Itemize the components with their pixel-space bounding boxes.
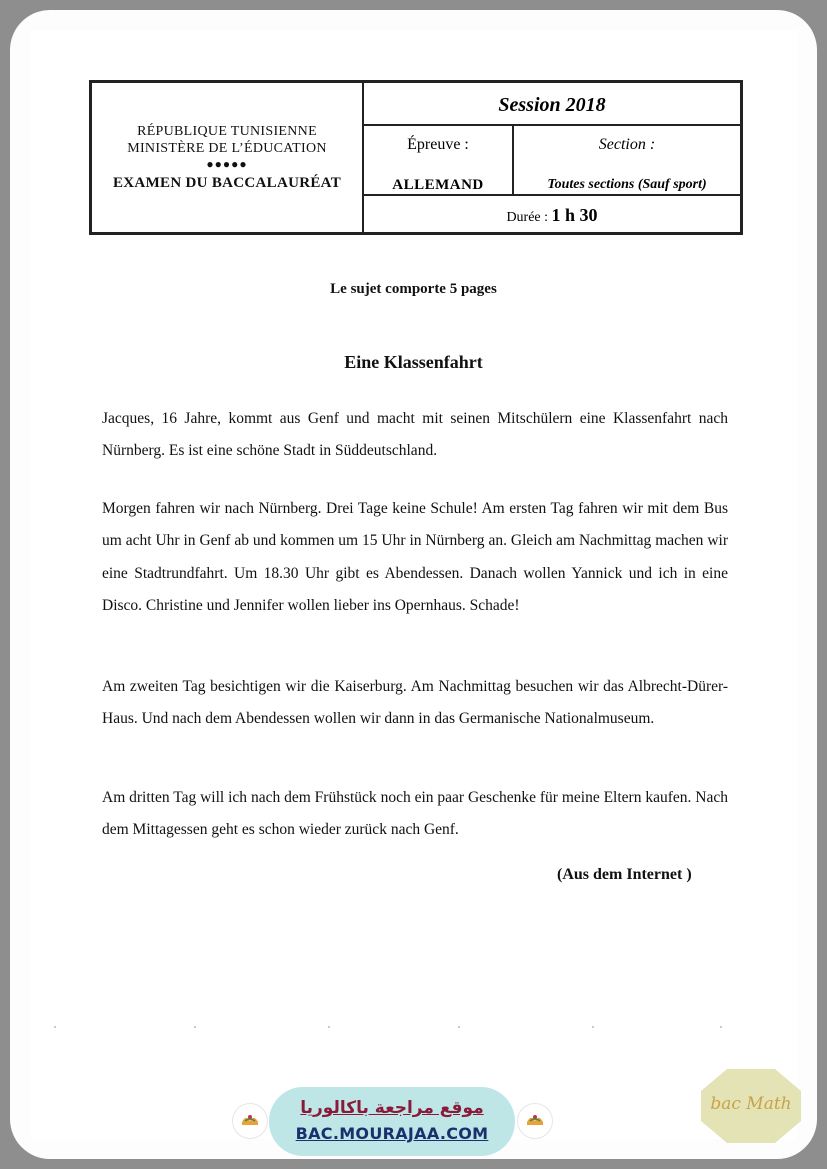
header-details <box>364 83 740 232</box>
site-logo-icon[interactable] <box>232 1103 268 1139</box>
paragraph-day-two: Am zweiten Tag besichtigen wir die Kaiserburg. Am Nachmittag besuchen wir das Albrecht-Dürer-Haus. Und nach dem Abendessen wollen wir dann in das Germanische Nationalmuseum. <box>102 678 728 728</box>
epreuve-label: Épreuve : <box>407 136 469 153</box>
paragraph-day-three: Am dritten Tag will ich nach dem Frühstück noch ein paar Geschenke für meine Eltern kaufen. Nach dem Mittagessen geht es schon wieder zurück nach Genf. <box>102 789 728 839</box>
exam-label: EXAMEN DU BACCALAURÉAT <box>113 175 341 191</box>
section-cell <box>514 126 740 194</box>
exam-header-table <box>89 80 743 235</box>
scan-dots <box>30 1026 797 1030</box>
text-source: (Aus dem Internet ) <box>557 866 692 883</box>
header-middle-row <box>364 126 740 196</box>
paragraph-day-one: Morgen fahren wir nach Nürnberg. Drei Tage keine Schule! Am ersten Tag fahren wir mit dem Bus um acht Uhr in Genf ab und kommen um 15 Uhr in Nürnberg an. Gleich am Nachmittag machen wir eine Stadtrundfahrt. Um 18.30 Uhr gibt es Abendessen. Danach wollen Yannick und ich in eine Disco. Christine und Jennifer wollen lieber ins Opernhaus. Schade! <box>102 500 728 614</box>
pages-note: Le sujet comporte 5 pages <box>330 281 497 297</box>
session-label: Session 2018 <box>364 83 740 126</box>
paragraph-intro: Jacques, 16 Jahre, kommt aus Genf und macht mit seinen Mitschülern eine Klassenfahrt nach Nürnberg. Es ist eine schöne Stadt in Süddeutschland. <box>102 410 728 460</box>
duration-label: Durée : <box>506 210 552 225</box>
site-link-badge[interactable] <box>269 1087 515 1156</box>
site-url-link[interactable]: BAC.MOURAJAA.COM <box>295 1124 489 1143</box>
site-arabic-name[interactable]: موقع مراجعة باكالوريا <box>300 1098 484 1118</box>
section-value: Toutes sections (Sauf sport) <box>547 177 707 192</box>
epreuve-cell <box>364 126 514 194</box>
site-logo-icon-right[interactable] <box>517 1103 553 1139</box>
text-title: Eine Klassenfahrt <box>344 352 483 372</box>
duration-value: 1 h 30 <box>551 205 598 225</box>
ministry-label: MINISTÈRE DE L’ÉDUCATION <box>127 141 327 156</box>
duration-cell <box>364 196 740 232</box>
republic-label: RÉPUBLIQUE TUNISIENNE <box>137 124 317 139</box>
bac-math-logo-text: bac Math <box>710 1094 792 1114</box>
section-label: Section : <box>598 136 656 153</box>
header-institution <box>92 83 364 232</box>
separator-dots: ●●●●● <box>206 157 248 171</box>
epreuve-value: ALLEMAND <box>392 177 484 193</box>
bac-math-logo <box>699 1067 803 1145</box>
exam-sheet <box>30 30 797 1139</box>
